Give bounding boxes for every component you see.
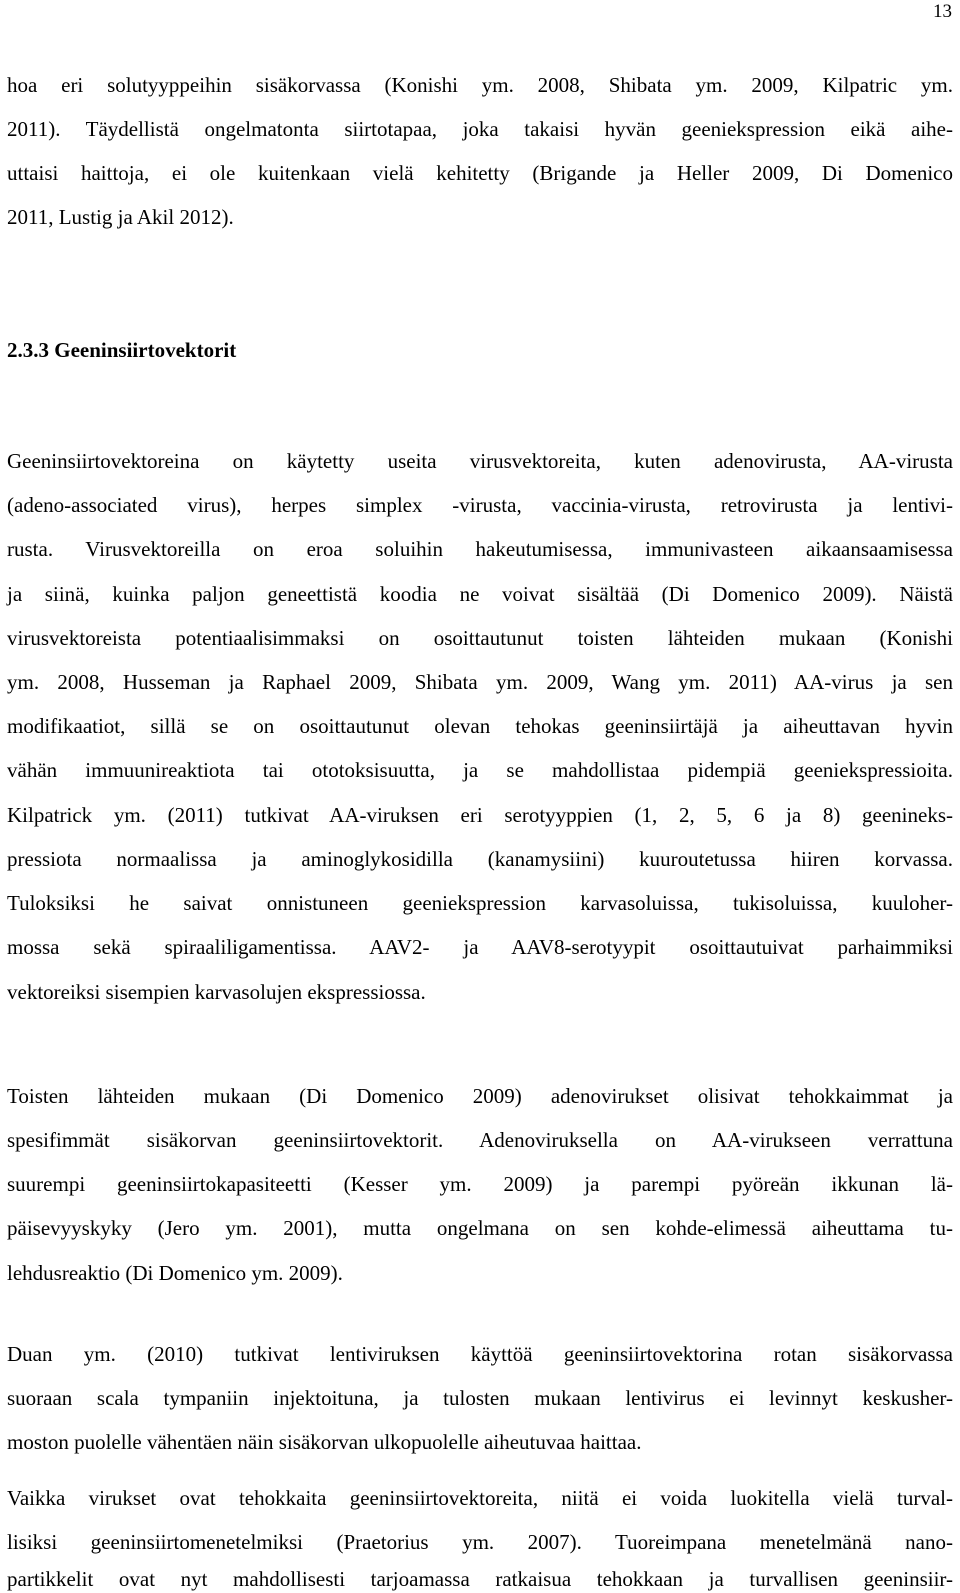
text-line: virusvektoreista potentiaalisimmaksi on osoittautunut toisten lähteiden mukaan (Konishi (7, 626, 953, 650)
text-line: ja siinä, kuinka paljon geneettistä koodia ne voivat sisältää (Di Domenico 2009). Näistä (7, 582, 953, 606)
page-number: 13 (933, 1, 952, 22)
text-line: suurempi geeninsiirtokapasiteetti (Kesser ym. 2009) ja parempi pyöreän ikkunan lä- (7, 1172, 953, 1196)
text-line: spesifimmät sisäkorvan geeninsiirtovektorit. Adenoviruksella on AA-virukseen verrattuna (7, 1128, 953, 1152)
text-line: modifikaatiot, sillä se on osoittautunut olevan tehokas geeninsiirtäjä ja aiheuttavan hyvin (7, 714, 953, 738)
text-line: 2011). Täydellistä ongelmatonta siirtotapaa, joka takaisi hyvän geeniekspression eikä aihe- (7, 117, 953, 141)
text-line: lisiksi geeninsiirtomenetelmiksi (Praetorius ym. 2007). Tuoreimpana menetelmänä nano- (7, 1530, 953, 1554)
text-line: moston puolelle vähentäen näin sisäkorvan ulkopuolelle aiheutuvaa haittaa. (7, 1430, 642, 1454)
text-line: mossa sekä spiraaliligamentissa. AAV2- ja AAV8-serotyypit osoittautuivat parhaimmiksi (7, 935, 953, 959)
text-line: uttaisi haittoja, ei ole kuitenkaan vielä kehitetty (Brigande ja Heller 2009, Di Domenico (7, 161, 953, 185)
text-line: hoa eri solutyyppeihin sisäkorvassa (Konishi ym. 2008, Shibata ym. 2009, Kilpatric ym. (7, 73, 953, 97)
text-line: Duan ym. (2010) tutkivat lentiviruksen käyttöä geeninsiirtovektorina rotan sisäkorvassa (7, 1342, 953, 1366)
text-line: (adeno-associated virus), herpes simplex -virusta, vaccinia-virusta, retrovirusta ja lentivi- (7, 493, 953, 517)
text-line: Toisten lähteiden mukaan (Di Domenico 2009) adenovirukset olisivat tehokkaimmat ja (7, 1084, 953, 1108)
text-line: Kilpatrick ym. (2011) tutkivat AA-viruksen eri serotyyppien (1, 2, 5, 6 ja 8) geenineks- (7, 803, 953, 827)
text-line: ym. 2008, Husseman ja Raphael 2009, Shibata ym. 2009, Wang ym. 2011) AA-virus ja sen (7, 670, 953, 694)
text-line: vähän immuunireaktiota tai ototoksisuutta, ja se mahdollistaa pidempiä geeniekspressioita. (7, 758, 953, 782)
text-line: pressiota normaalissa ja aminoglykosidilla (kanamysiini) kuuroutetussa hiiren korvassa. (7, 847, 953, 871)
text-line: päisevyyskyky (Jero ym. 2001), mutta ongelmana on sen kohde-elimessä aiheuttama tu- (7, 1216, 953, 1240)
text-line: rusta. Virusvektoreilla on eroa soluihin hakeutumisessa, immunivasteen aikaansaamisessa (7, 537, 953, 561)
text-line: Tuloksiksi he saivat onnistuneen geeniekspression karvasoluissa, tukisoluissa, kuuloher- (7, 891, 953, 915)
text-line: vektoreiksi sisempien karvasolujen ekspressiossa. (7, 980, 426, 1004)
section-heading: 2.3.3 Geeninsiirtovektorit (7, 338, 237, 362)
text-line: Geeninsiirtovektoreina on käytetty useita virusvektoreita, kuten adenovirusta, AA-virusta (7, 449, 953, 473)
text-line: Vaikka virukset ovat tehokkaita geeninsiirtovektoreita, niitä ei voida luokitella vielä turval- (7, 1486, 953, 1510)
text-line: partikkelit ovat nyt mahdollisesti tarjoamassa ratkaisua tehokkaan ja turvallisen geeninsiir- (7, 1567, 953, 1591)
text-line: 2011, Lustig ja Akil 2012). (7, 205, 234, 229)
text-line: suoraan scala tympaniin injektoituna, ja tulosten mukaan lentivirus ei levinnyt keskusher- (7, 1386, 953, 1410)
text-line: lehdusreaktio (Di Domenico ym. 2009). (7, 1261, 343, 1285)
